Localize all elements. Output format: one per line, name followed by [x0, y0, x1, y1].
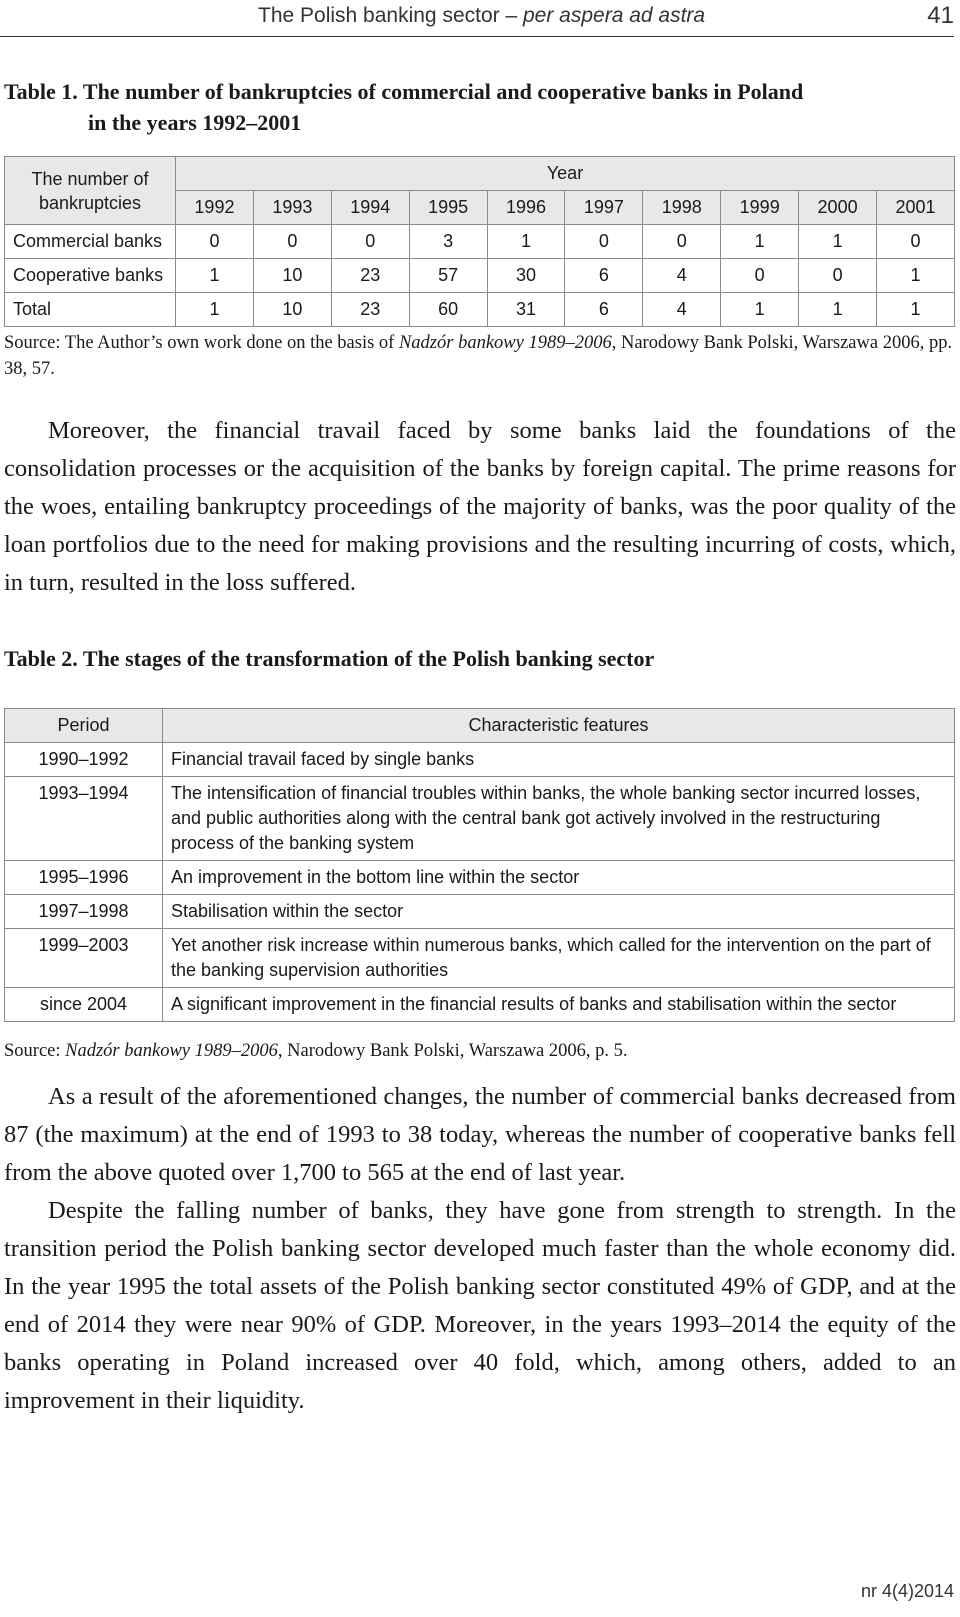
table1-year-cell: 1993 [253, 191, 331, 225]
table2-features-cell: An improvement in the bottom line within the sector [163, 861, 955, 895]
table2-period-cell: 1990–1992 [5, 743, 163, 777]
table1-row-label: Total [5, 293, 176, 327]
table-row [5, 988, 955, 1022]
table1-year-cell: 1997 [565, 191, 643, 225]
table1-caption: Table 1. The number of bankruptcies of commercial and cooperative banks in Poland in the years 1992–2001 [4, 79, 804, 135]
table1-year-cell: 1999 [721, 191, 799, 225]
table1-year-cell: 1994 [331, 191, 409, 225]
table1-source: Source: The Author’s own work done on the basis of Nadzór bankowy 1989–2006, Narodowy Bank Polski, Warszawa 2006, pp. 38, 57. [4, 333, 953, 379]
table1-year-cell: 1992 [176, 191, 254, 225]
table1-value-cell: 30 [487, 259, 565, 293]
table1-value-cell: 0 [331, 225, 409, 259]
table1-value-cell: 3 [409, 225, 487, 259]
table2-features-cell: Yet another risk increase within numerous banks, which called for the intervention on the part of the banking supervision authorities [163, 929, 955, 988]
table1-corner-header: The number of bankruptcies [5, 157, 176, 225]
paragraph-bank-counts: As a result of the aforementioned changes, the number of commercial banks decreased from 87 (the maximum) at the end of 1993 to 38 today, whereas the number of cooperative banks fell from the above quoted over 1,700 to 565 at the end of last year. [4, 1083, 956, 1186]
table-row [5, 895, 955, 929]
table1-value-cell: 1 [721, 225, 799, 259]
table1-value-cell: 6 [565, 259, 643, 293]
table1-value-cell: 1 [487, 225, 565, 259]
page-number: 41 [927, 2, 954, 29]
table1-value-cell: 1 [799, 293, 877, 327]
table1-year-cell: 2000 [799, 191, 877, 225]
table1-value-cell: 57 [409, 259, 487, 293]
table-row [5, 929, 955, 988]
table1-value-cell: 0 [799, 259, 877, 293]
table2-features-header: Characteristic features [163, 709, 955, 743]
table2-features-cell: A significant improvement in the financial results of banks and stabilisation within the sector [163, 988, 955, 1022]
table-row [5, 743, 955, 777]
table1-value-cell: 1 [176, 259, 254, 293]
table1-year-cell: 1996 [487, 191, 565, 225]
table1-value-cell: 1 [799, 225, 877, 259]
table1-year-cell: 2001 [877, 191, 955, 225]
table1-value-cell: 1 [877, 293, 955, 327]
table2-period-cell: 1995–1996 [5, 861, 163, 895]
table2-features-cell: The intensification of financial troubles within banks, the whole banking sector incurred losses, and public authorities along with the central bank got actively involved in the restructuring process of the banking system [163, 777, 955, 861]
table2-period-cell: 1997–1998 [5, 895, 163, 929]
table1-value-cell: 23 [331, 293, 409, 327]
table1-value-cell: 1 [877, 259, 955, 293]
table1-value-cell: 0 [643, 225, 721, 259]
table-row [5, 225, 955, 259]
table1-value-cell: 6 [565, 293, 643, 327]
table1-value-cell: 0 [721, 259, 799, 293]
table-row [5, 293, 955, 327]
table2-period-header: Period [5, 709, 163, 743]
table1-value-cell: 4 [643, 293, 721, 327]
table1-value-cell: 1 [176, 293, 254, 327]
table1-year-header: Year [176, 157, 955, 191]
table1-row-label: Cooperative banks [5, 259, 176, 293]
table2-period-cell: since 2004 [5, 988, 163, 1022]
footer-issue: nr 4(4)2014 [860, 1581, 954, 1601]
paragraph-growth: Despite the falling number of banks, they have gone from strength to strength. In the transition period the Polish banking sector developed much faster than the whole economy did. In the year 1995 the total assets of the Polish banking sector constituted 49% of GDP, and at the end of 2014 they were near 90% of GDP. Moreover, in the years 1993–2014 the equity of the banks operating in Poland increased over 40 fold, which, among others, added to an improvement in their liquidity. [4, 1197, 956, 1414]
table-row [5, 861, 955, 895]
table2-body [5, 743, 955, 1022]
table2-features-cell: Financial travail faced by single banks [163, 743, 955, 777]
table1-value-cell: 10 [253, 293, 331, 327]
table1-value-cell: 0 [565, 225, 643, 259]
table-row [5, 259, 955, 293]
table1-body [5, 225, 955, 327]
table1-year-cell: 1998 [643, 191, 721, 225]
paragraph-consolidation: Moreover, the financial travail faced by some banks laid the foundations of the consolidation processes or the acquisition of the banks by foreign capital. The prime reasons for the woes, entailing bankruptcy proceedings of the majority of banks, was the poor quality of the loan portfolios due to the need for making provisions and the resulting incurring of costs, which, in turn, resulted in the loss suffered. [4, 417, 956, 596]
table1-value-cell: 23 [331, 259, 409, 293]
table1-value-cell: 60 [409, 293, 487, 327]
table2-features-cell: Stabilisation within the sector [163, 895, 955, 929]
table1-value-cell: 0 [253, 225, 331, 259]
table2-period-cell: 1993–1994 [5, 777, 163, 861]
table1-value-cell: 31 [487, 293, 565, 327]
table1-value-cell: 10 [253, 259, 331, 293]
table2-period-cell: 1999–2003 [5, 929, 163, 988]
table2-caption: Table 2. The stages of the transformation of the Polish banking sector [4, 646, 655, 671]
table2-stages [4, 708, 955, 1022]
table-row [5, 777, 955, 861]
running-head [0, 0, 954, 37]
table1-value-cell: 1 [721, 293, 799, 327]
table1-year-cell: 1995 [409, 191, 487, 225]
table1-bankruptcies [4, 156, 955, 327]
running-head-title: The Polish banking sector – per aspera ad astra [258, 4, 706, 27]
table1-value-cell: 0 [176, 225, 254, 259]
table1-row-label: Commercial banks [5, 225, 176, 259]
table1-value-cell: 0 [877, 225, 955, 259]
table1-value-cell: 4 [643, 259, 721, 293]
table2-source: Source: Nadzór bankowy 1989–2006, Narodowy Bank Polski, Warszawa 2006, p. 5. [4, 1041, 628, 1061]
